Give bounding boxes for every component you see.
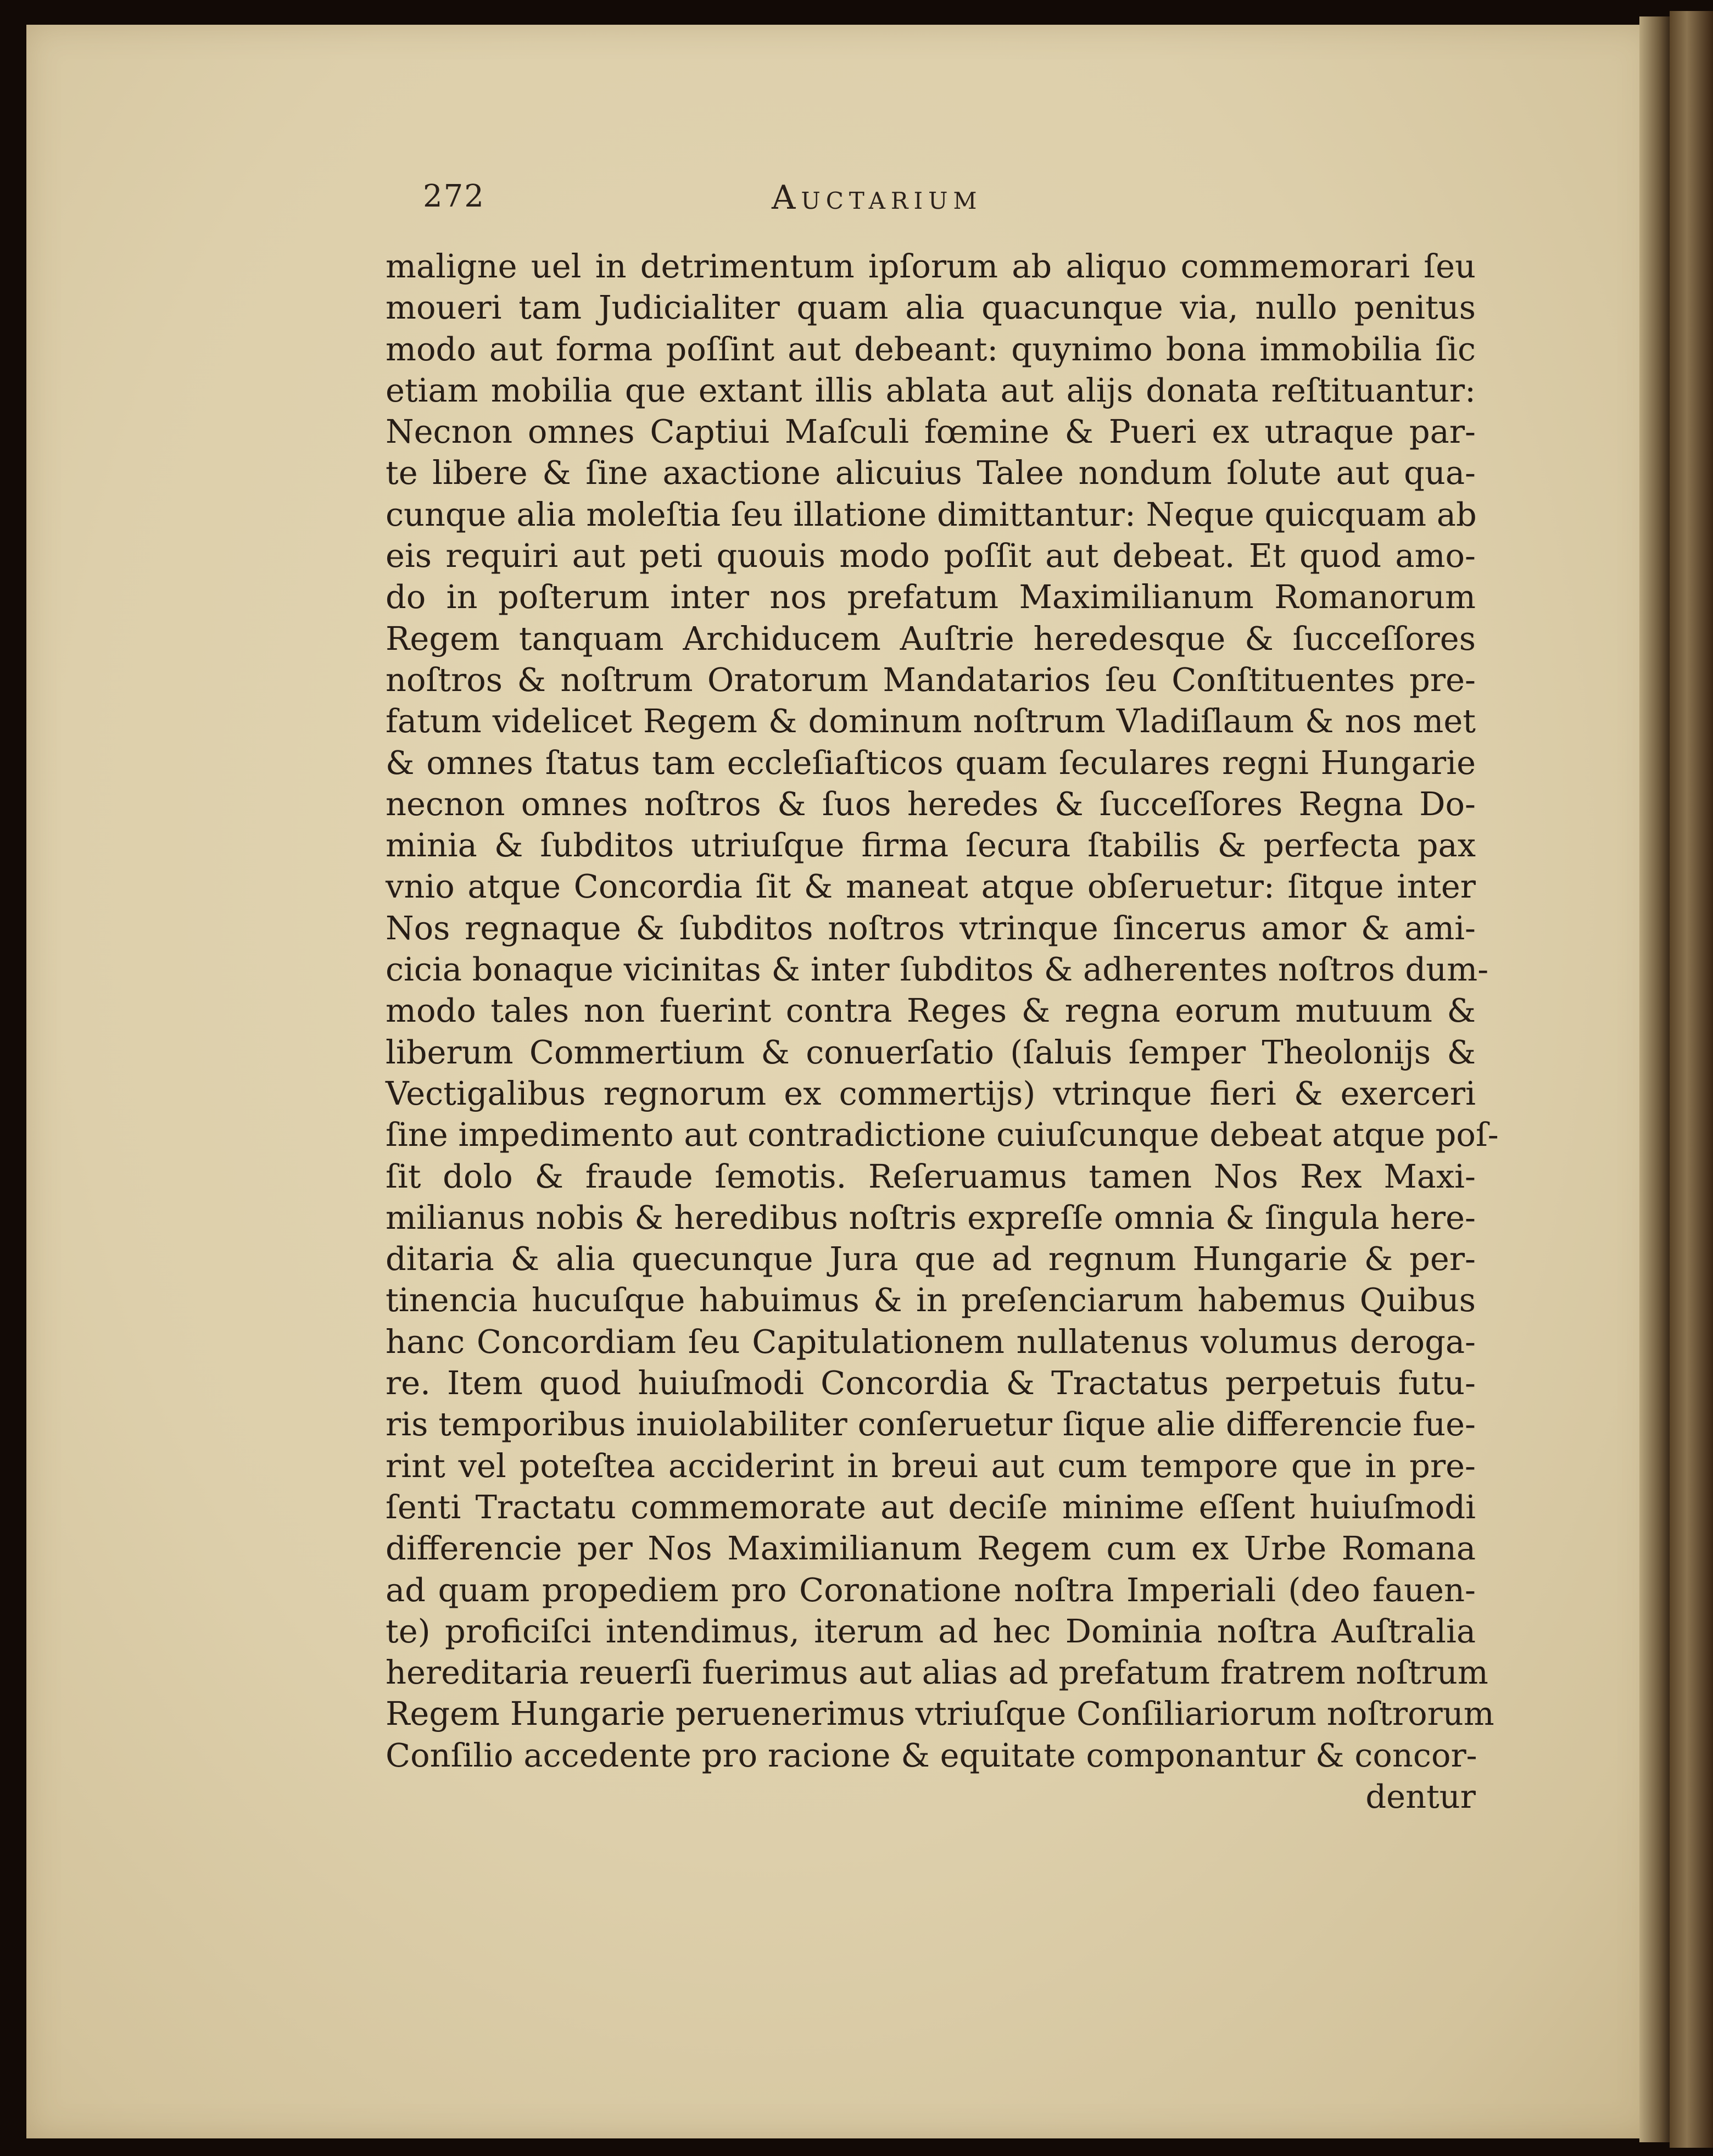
text-line: ſit dolo & fraude ſemotis. Reſeruamus tamen Nos Rex Maxi- bbox=[386, 1157, 1476, 1195]
running-head: Auctarium bbox=[772, 179, 983, 217]
text-line: Vectigalibus regnorum ex commertijs) vtrinque fieri & exerceri bbox=[386, 1074, 1476, 1112]
text-line: hanc Concordiam ſeu Capitulationem nullatenus volumus deroga- bbox=[386, 1322, 1476, 1361]
text-line: modo aut forma poſſint aut debeant: quynimo bona immobilia ſic bbox=[386, 330, 1476, 368]
text-line: hereditaria reuerſi fuerimus aut alias ad prefatum fratrem noſtrum bbox=[386, 1653, 1488, 1692]
text-line: necnon omnes noſtros & ſuos heredes & ſucceſſores Regna Do- bbox=[386, 784, 1476, 823]
text-line: ris temporibus inuiolabiliter conſeruetur ſique alie differencie fue- bbox=[386, 1405, 1476, 1444]
text-line: te libere & ſine axactione alicuius Talee nondum ſolute aut qua- bbox=[386, 454, 1476, 492]
text-line: etiam mobilia que extant illis ablata aut alijs donata reſtituantur: bbox=[386, 371, 1476, 409]
text-line: & omnes ſtatus tam eccleſiaſticos quam ſeculares regni Hungarie bbox=[386, 743, 1476, 782]
text-line: minia & ſubditos utriuſque firma ſecura ſtabilis & perfecta pax bbox=[386, 826, 1476, 865]
text-line: re. Item quod huiuſmodi Concordia & Tractatus perpetuis futu- bbox=[386, 1364, 1476, 1402]
text-line: ſine impedimento aut contradictione cuiuſcunque debeat atque poſ- bbox=[386, 1116, 1499, 1154]
text-line: ad quam propediem pro Coronatione noſtra Imperiali (deo fauen- bbox=[386, 1570, 1476, 1609]
page-number: 272 bbox=[423, 179, 485, 214]
text-line: cunque alia moleſtia ſeu illatione dimittantur: Neque quicquam ab bbox=[386, 495, 1477, 533]
text-line: eis requiri aut peti quouis modo poſſit aut debeat. Et quod amo- bbox=[386, 537, 1476, 575]
text-line: differencie per Nos Maximilianum Regem cum ex Urbe Romana bbox=[386, 1529, 1476, 1568]
text-line: maligne uel in detrimentum ipſorum ab aliquo commemorari ſeu bbox=[386, 247, 1476, 285]
text-line: cicia bonaque vicinitas & inter ſubditos & adherentes noſtros dum- bbox=[386, 950, 1489, 989]
text-line: moueri tam Judicialiter quam alia quacunque via, nullo penitus bbox=[386, 288, 1476, 327]
text-line: liberum Commertium & conuerſatio (ſaluis ſemper Theolonijs & bbox=[386, 1033, 1476, 1071]
body-text bbox=[386, 246, 1499, 1817]
text-line: tinencia hucuſque habuimus & in preſenciarum habemus Quibus bbox=[386, 1281, 1476, 1319]
text-line: Regem Hungarie peruenerimus vtriuſque Conſiliariorum noſtrorum bbox=[386, 1695, 1494, 1733]
text-line: Conſilio accedente pro racione & equitate componantur & concor- bbox=[386, 1736, 1477, 1774]
text-line: fatum videlicet Regem & dominum noſtrum Vladiſlaum & nos met bbox=[386, 702, 1476, 740]
text-line: noſtros & noſtrum Oratorum Mandatarios ſeu Conſtituentes pre- bbox=[386, 660, 1476, 699]
text-line: vnio atque Concordia ſit & maneat atque obſeruetur: ſitque inter bbox=[386, 867, 1476, 906]
catchword: dentur bbox=[1365, 1777, 1476, 1815]
text-line: Regem tanquam Archiducem Auſtrie heredesque & ſucceſſores bbox=[386, 619, 1476, 658]
text-line: rint vel poteſtea acciderint in breui aut cum tempore que in pre- bbox=[386, 1446, 1476, 1485]
page-header bbox=[0, 179, 1713, 222]
text-line: Nos regnaque & ſubditos noſtros vtrinque ſincerus amor & ami- bbox=[386, 909, 1476, 947]
text-line: ſenti Tractatu commemorate aut deciſe minime eſſent huiuſmodi bbox=[386, 1488, 1476, 1526]
text-line: te) proficiſci intendimus, iterum ad hec Dominia noſtra Auſtralia bbox=[386, 1612, 1476, 1650]
text-line: ditaria & alia quecunque Jura que ad regnum Hungarie & per- bbox=[386, 1240, 1476, 1278]
text-line: Necnon omnes Captiui Maſculi fœmine & Pueri ex utraque par- bbox=[386, 413, 1476, 451]
book-gutter bbox=[1639, 16, 1672, 2142]
text-line: do in poſterum inter nos prefatum Maximilianum Romanorum bbox=[386, 578, 1476, 616]
adjacent-page-edge bbox=[1670, 11, 1713, 2148]
text-line: milianus nobis & heredibus noſtris expreſſe omnia & ſingula here- bbox=[386, 1198, 1476, 1236]
text-line: modo tales non fuerint contra Reges & regna eorum mutuum & bbox=[386, 991, 1476, 1030]
